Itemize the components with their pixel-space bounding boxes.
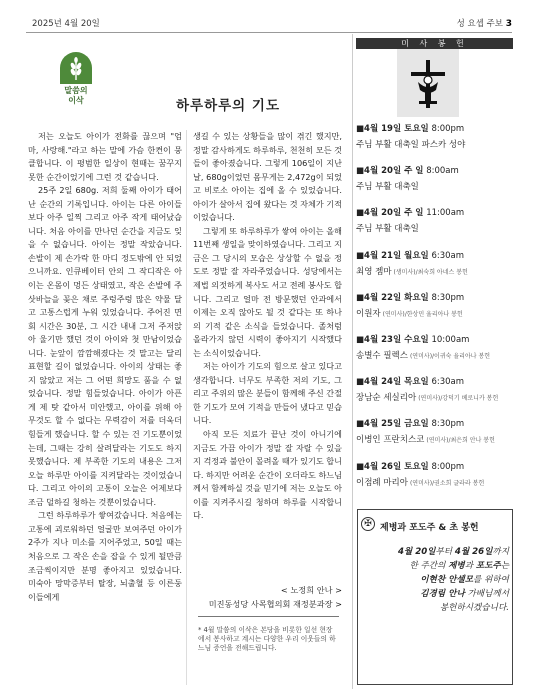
mass-name: 송별수 필렉스 (356, 350, 408, 361)
mass-name: 장남순 세실리아 (356, 393, 417, 404)
article-column-middle (193, 130, 342, 523)
column-divider (186, 130, 187, 685)
offering-line-3 (366, 573, 509, 587)
mass-offering-header: 미 사 봉 헌 (356, 38, 513, 49)
mass-intention (356, 392, 516, 405)
mass-time: 8:00pm (431, 124, 465, 134)
mass-date: ■4월 20일 주 일 (356, 166, 424, 177)
mass-item (356, 461, 516, 503)
mass-intention (356, 139, 516, 152)
offering-donor: 김경림 안나 (420, 589, 465, 599)
logo-line-2: 이삭 (68, 96, 84, 105)
mass-sponsor: (연미사)/이귀숙 율리아나 봉헌 (409, 352, 491, 360)
mass-time: 8:30pm (431, 419, 465, 430)
mass-date: ■4월 20일 주 일 (356, 208, 424, 219)
mass-date: ■4월 23일 수요일 (356, 334, 429, 345)
note-divider (198, 616, 339, 617)
mass-date-time (356, 250, 516, 262)
mass-name: 이점례 마리아 (356, 477, 408, 488)
mass-date-time (356, 123, 516, 135)
article-paragraph: 저는 오늘도 아이가 전화를 끊으며 "엄마, 사랑해."라고 하는 말에 가슴 한켠이 뭉클합니다. 이 평범한 일상이 현때는 꿈꾸지 못한 순간이었기에 그런 것 같습니다. (28, 131, 182, 182)
mass-date-time (356, 418, 516, 430)
mass-intention (356, 308, 516, 321)
mass-item (356, 207, 516, 249)
footnote: * 4월 말씀의 이삭은 본당을 비롯한 일선 현장에서 봉사하고 계시는 다양한 우리 이웃들의 하느님 증언을 전해드립니다. (198, 626, 336, 653)
mass-sponsor: (연미사)/한상민 율리아나 봉헌 (382, 310, 463, 318)
mass-date: ■4월 21일 월요일 (356, 250, 429, 261)
mass-intention (356, 434, 516, 447)
mass-sponsor: (연미사)/강덕기 베로니카 봉헌 (418, 395, 499, 403)
mass-intention (356, 477, 516, 490)
author-role: 미진동성당 사목협의회 재정분과장 > (208, 598, 342, 609)
article-paragraph: 아직 모든 치료가 끝난 것이 아니기에 지금도 가끔 아이가 정말 잘 자랄 수 있을지 걱정과 불안이 몰려올 때가 있기도 합니다. 하지만 어려운 순간이 오더라도 하느님께서 함께하실 것을 믿기에 저는 오늘도 아이를 지켜주시길 청하며 하루를 시작합니다. (193, 429, 342, 521)
mass-sponsor: (연미사)/권소희 글라라 봉헌 (409, 479, 485, 487)
logo-label (46, 86, 106, 106)
article-column-left (28, 130, 182, 604)
page-number: 3 (505, 19, 512, 29)
offering-text-fragment: 한 주간의 (409, 561, 449, 571)
offering-wine: 포도주 (475, 561, 501, 571)
mass-time: 11:00am (426, 208, 465, 219)
offering-text-fragment: 과 (464, 561, 476, 571)
offering-text (366, 545, 509, 615)
offering-text-fragment: 가배님께서 (464, 589, 509, 599)
author-name: < 노정희 안나 > (280, 585, 342, 595)
mass-date-time (356, 376, 516, 388)
right-column-divider (352, 34, 353, 689)
mass-item (356, 376, 516, 418)
article-paragraph: 그렇게 또 하루하루가 쌓여 아이는 올해 11번째 생일을 맞이하였습니다. 그리고 지금은 그 당시의 모습은 상상할 수 없을 정도로 정말 잘 자라주었습니다. 성당에서는 제법 의젓하게 복사도 서고 전례 봉사도 합니다. 그리고 얼마 전 방문했던 안과에서 이제는 오직 않아도 될 것 같다는 또 하나의 기적 같은 소식을 들었습니다. 졸처럼 올라가지 않던 시력이 좋아지기 시작했다는 소식이었습니다. (193, 225, 342, 358)
offering-line-4 (366, 587, 509, 601)
offering-text-fragment: 까지 (492, 547, 509, 557)
mass-name: 주님 부활 대축일 파스카 성야 (356, 140, 466, 150)
offering-beneficiary: 이현찬 안셀모 (420, 575, 474, 585)
chalice-cross-icon (405, 58, 451, 110)
offering-text-fragment: 는 (500, 561, 509, 571)
header-divider (26, 32, 512, 33)
host-offering-icon: ✠ (361, 517, 375, 531)
mass-item (356, 250, 516, 292)
offering-line-5: 봉헌하시겠습니다. (439, 603, 509, 613)
offering-line-1 (366, 545, 509, 559)
author-signature (193, 584, 342, 611)
mass-date-time (356, 292, 516, 304)
bulletin-name: 성 요셉 주보 (456, 19, 504, 29)
mass-time: 8:30pm (431, 292, 465, 303)
mass-date: ■4월 25일 금요일 (356, 419, 429, 430)
mass-item (356, 165, 516, 207)
mass-item (356, 418, 516, 460)
offering-text-fragment: 부터 (435, 547, 453, 557)
mass-sponsor: (연미사)/최은희 안나 봉헌 (426, 437, 495, 445)
mass-date-time (356, 461, 516, 473)
mass-date-time (356, 165, 516, 177)
article-paragraph: 그런 하루하루가 쌓여갔습니다. 처음에는 고통에 괴로워하던 얼굴만 보여주던 아이가 2주가 지나 미소를 지어주었고, 50일 때는 처음으로 그 작은 손을 잡을 수 있게 될만큼 조금씩이지만 분명 좋아지고 있었습니다. 미숙아 망막증부터 탈장, 뇌출혈 등 이른둥이들에게 (28, 510, 182, 602)
mass-list (356, 123, 516, 503)
mass-item (356, 123, 516, 165)
mass-name: 주님 부활 대축일 (356, 182, 419, 193)
mass-intention (356, 266, 516, 279)
mass-item (356, 292, 516, 334)
mass-intention (356, 350, 516, 363)
mass-sponsor: (생미사)/최숙희 아네스 봉헌 (393, 268, 468, 276)
mass-date: ■4월 26일 토요일 (356, 461, 429, 472)
mass-time: 8:00pm (431, 461, 465, 472)
offering-bread: 제병 (448, 561, 465, 571)
offering-start-date: 4월 20일 (397, 547, 436, 557)
page-header (26, 17, 512, 33)
mass-date: ■4월 24일 목요일 (356, 377, 429, 388)
mass-name: 주님 부활 대축일 (356, 224, 419, 235)
mass-date: ■4월 19일 토요일 (356, 124, 429, 134)
article-title: 하루하루의 기도 (176, 98, 280, 114)
mass-intention (356, 181, 516, 194)
page-info (457, 17, 512, 29)
mass-time: 8:00am (426, 166, 459, 177)
mass-name: 이원자 (356, 308, 381, 319)
mass-intention (356, 223, 516, 236)
article-paragraph: 25주 2일 680g. 저희 둘째 아이가 태어난 순간의 기록입니다. 아이는 다른 아이들보다 아주 일찍 그리고 아주 작게 태어났습니다. 처음 아이를 만나던 순간을 지금도 잊을 수 없습니다. 아이는 정말 작았습니다. 손발이 제 손가락 한 마디 정도밖에 안 되었으니까요. 인큐베이터 안의 그 작디작은 아이는 온몸이 멍든 상태였고, 작은 손발에 주삿바늘을 꽂은 채로 주렁주렁 많은 약물 달고 고통스럽게 누워 있었습니다. 주어진 면회 시간은 30분, 그 시간 내내 그저 주저앉아 울기만 했던 것이 아이와 첫 만남이었습니다. 눈앞이 깜깜해졌다는 것 말고는 달리 표현할 길이 없었습니다. 아이의 상태는 좋지 않았고 저는 그 어떤 희망도 품을 수 없었습니다. 정말 힘들었습니다. 아이가 아픈 게 제 탓 같아서 미안했고, 아이를 위해 아무것도 할 수 없다는 무력감이 저를 더욱더 힘들게 했습니다. 할 수 있는 건 기도뿐이었는데, 그때는 강히 살려달라는 기도도 하지 못했습니다. 제 부족한 기도의 내용은 그저 오늘 하루만 아이를 지켜달라는 것이었습니다. 그리고 아이의 고통이 오늘은 어제보다 조금 덜하길 청하는 것뿐이었습니다. (28, 185, 182, 507)
offering-end-date: 4월 26일 (454, 547, 493, 557)
mass-name: 최영 젬마 (356, 266, 392, 277)
issue-date: 2025년 4월 20일 (32, 19, 100, 29)
mass-name: 이병인 프란치스코 (356, 435, 425, 446)
mass-date-time (356, 207, 516, 219)
mass-item (356, 334, 516, 376)
article-paragraph: 생길 수 있는 상황들을 많이 겪긴 했지만, 정말 감사하게도 하루하루, 천천히 모든 것들이 좋아졌습니다. 그렇게 106일이 지난 날, 680g이었던 몸무게는 2,472g이 되었고 비로소 아이는 집에 올 수 있었습니다. 아이가 살아서 집에 왔다는 것 자체가 기적이었습니다. (193, 131, 342, 223)
logo-line-1: 말씀의 (64, 86, 88, 95)
mass-date-time (356, 334, 516, 346)
wheat-logo-icon (58, 50, 94, 86)
mass-time: 10:00am (431, 334, 470, 345)
mass-time: 6:30am (431, 377, 465, 388)
offering-line-2 (366, 559, 509, 573)
article-paragraph: 저는 아이가 기도의 힘으로 살고 있다고 생각합니다. 너무도 부족한 저의 기도, 그리고 주위의 많은 분들이 함께해 주신 간절한 기도가 모여 기적을 만들어 냈다고 믿습니다. (193, 361, 342, 426)
mass-date: ■4월 22일 화요일 (356, 292, 429, 303)
offering-title: 제병과 포도주 & 초 봉헌 (380, 523, 479, 533)
offering-text-fragment: 를 위하여 (473, 575, 509, 585)
mass-time: 6:30am (431, 250, 465, 261)
